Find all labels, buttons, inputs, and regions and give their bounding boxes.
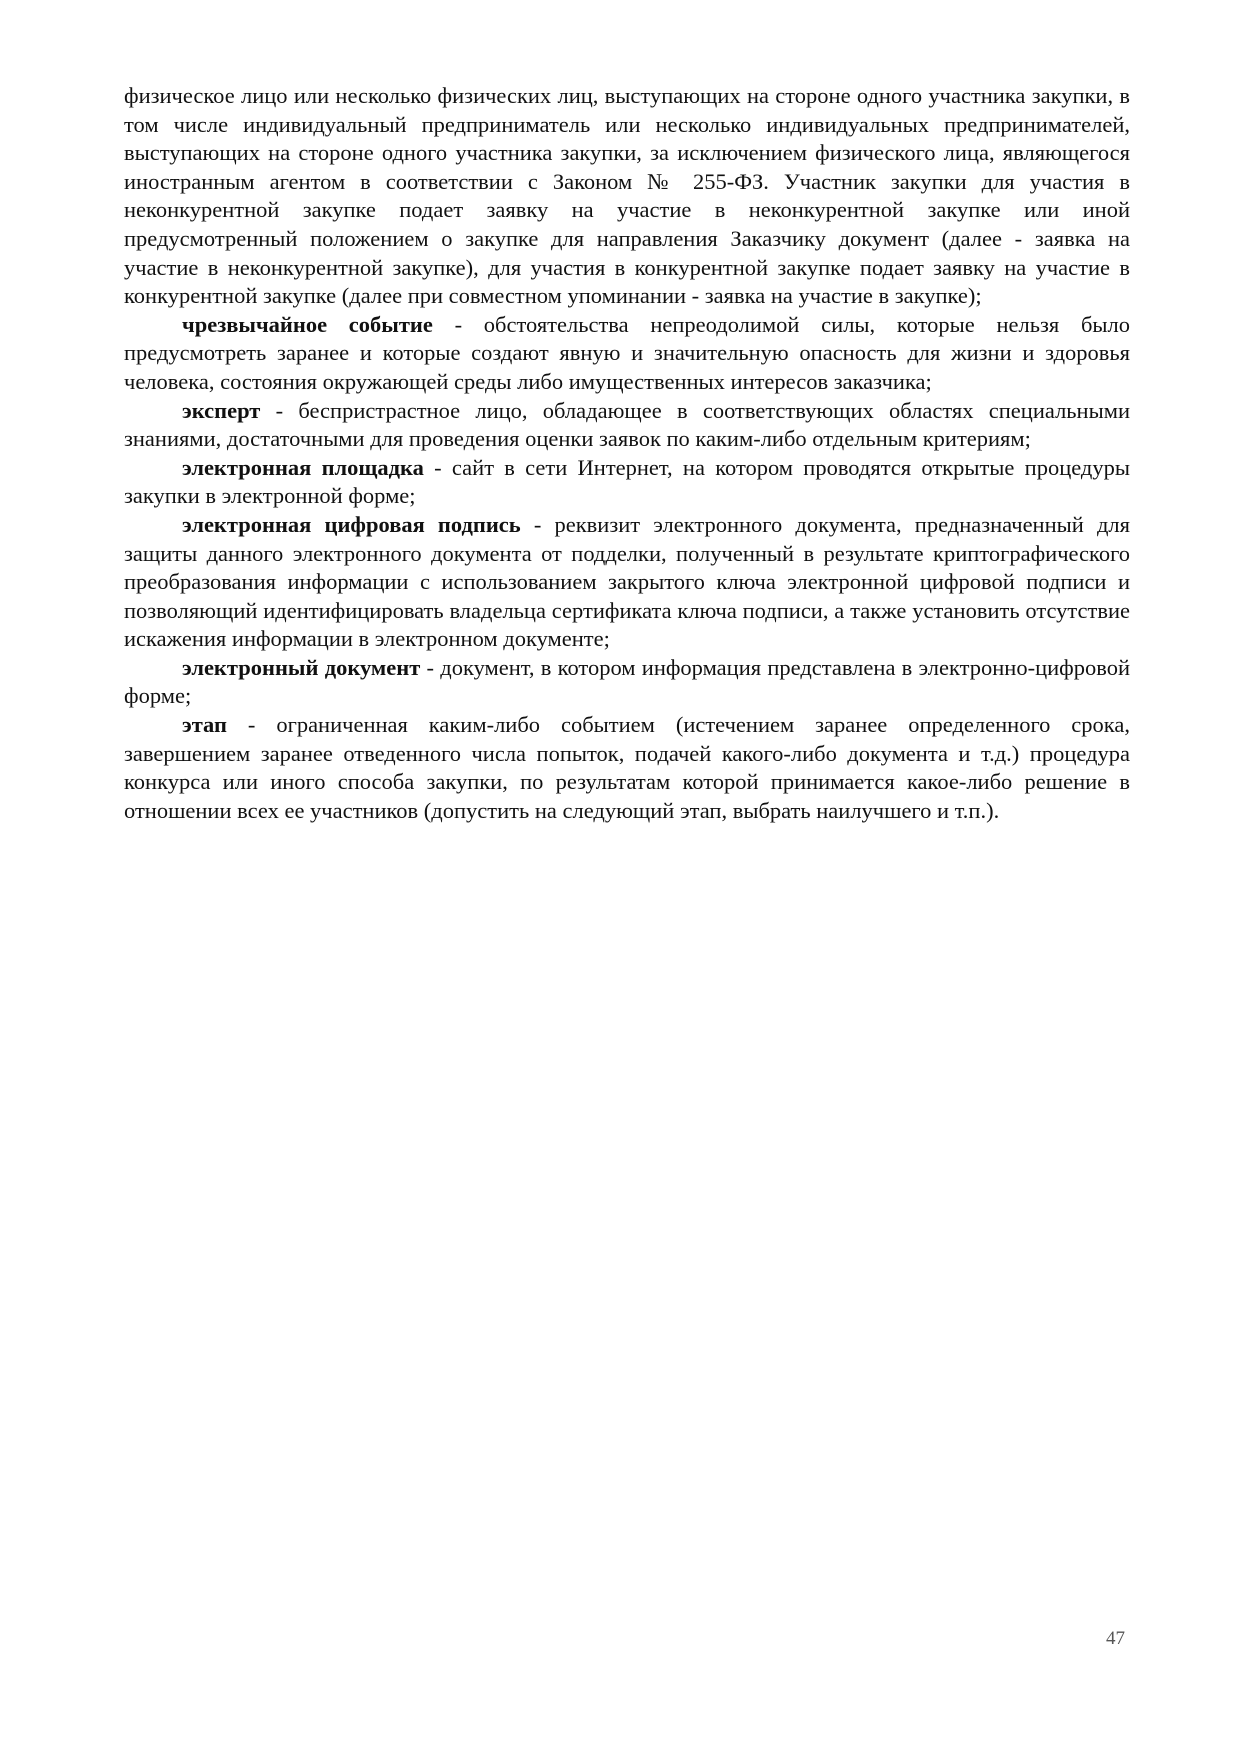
page-number: 47 [1106, 1628, 1125, 1649]
definition-paragraph [124, 654, 1130, 711]
definition-term: чрезвычайное событие [182, 311, 433, 337]
definition-term: электронная цифровая подпись [182, 511, 521, 537]
document-page [124, 82, 1130, 825]
definition-paragraph [124, 397, 1130, 454]
definition-text: - ограниченная каким-либо событием (истечением заранее определенного срока, завершением заранее отведенного числа попыток, подачей какого-либо документа и т.д.) процедура конкурса или иного способа закупки, по результатам которой принимается какое-либо решение в отношении всех ее участников (допустить на следующий этап, выбрать наилучшего и т.п.). [124, 712, 1130, 823]
definition-paragraph [124, 711, 1130, 825]
definition-paragraph [124, 511, 1130, 654]
definition-term: электронный документ [182, 654, 421, 680]
definition-text: - беспристрастное лицо, обладающее в соответствующих областях специальными знаниями, достаточными для проведения оценки заявок по каким-либо отдельным критериям; [124, 397, 1130, 452]
definition-term: эксперт [182, 397, 261, 423]
definition-term: этап [182, 712, 227, 738]
intro-paragraph: физическое лицо или несколько физических лиц, выступающих на стороне одного участника закупки, в том числе индивидуальный предприниматель или несколько индивидуальных предпринимателей, выступающих на стороне одного участника закупки, за исключением физического лица, являющегося иностранным агентом в соответствии с Законом № 255-ФЗ. Участник закупки для участия в неконкурентной закупке подает заявку на участие в неконкурентной закупке или иной предусмотренный положением о закупке для направления Заказчику документ (далее - заявка на участие в неконкурентной закупке), для участия в конкурентной закупке подает заявку на участие в конкурентной закупке (далее при совместном упоминании - заявка на участие в закупке); [124, 83, 1130, 309]
definition-text: - сайт в сети Интернет, на котором проводятся открытые процедуры закупки в электронной форме; [124, 454, 1130, 509]
definition-text: - реквизит электронного документа, предназначенный для защиты данного электронного документа от подделки, полученный в результате криптографического преобразования информации с использованием закрытого ключа электронной цифровой подписи и позволяющий идентифицировать владельца сертификата ключа подписи, а также установить отсутствие искажения информации в электронном документе; [124, 511, 1130, 652]
definition-term: электронная площадка [182, 454, 424, 480]
definition-paragraph [124, 454, 1130, 511]
definition-paragraph [124, 311, 1130, 397]
definition-text: - документ, в котором информация представлена в электронно-цифровой форме; [124, 654, 1131, 709]
definition-text: - обстоятельства непреодолимой силы, которые нельзя было предусмотреть заранее и которые создают явную и значительную опасность для жизни и здоровья человека, состояния окружающей среды либо имущественных интересов заказчика; [124, 311, 1131, 394]
